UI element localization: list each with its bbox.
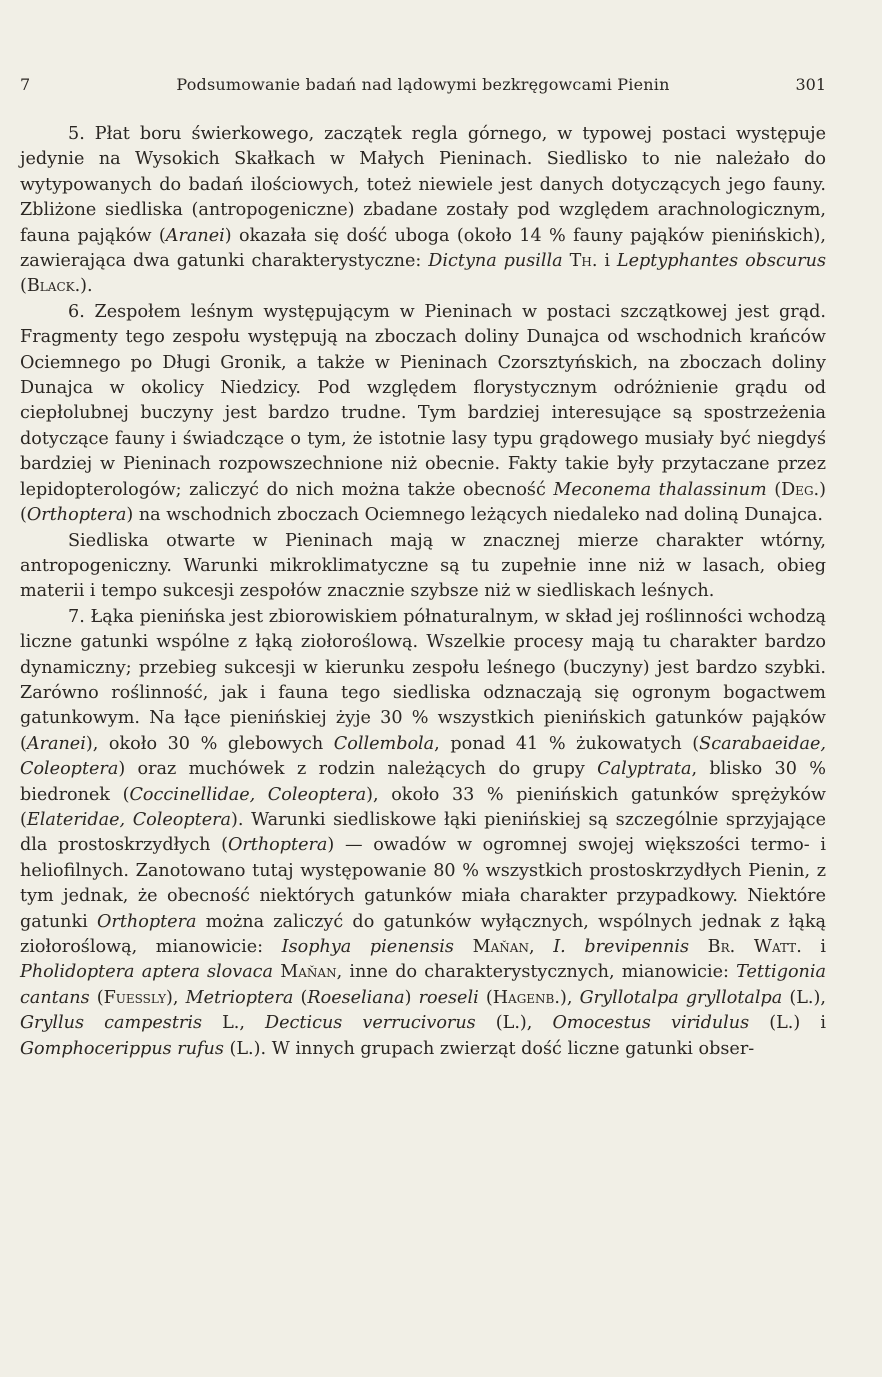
running-title: Podsumowanie badań nad lądowymi bezkręgowcami Pienin [176,75,670,94]
paragraph-pieniny-meadow: 7. Łąka pienińska jest zbiorowiskiem półnaturalnym, w skład jej roślinności wchodzą liczne gatunki wspólne z łąką ziołoroślową. Wszelkie procesy mają tu charakter bardzo dynamiczny; przebieg sukcesji w kierunku zespołu leśnego (buczyny) jest bardzo szybki. Zarówno roślinność, jak i fauna tego siedliska odznaczają się ogronym bogactwem gatunkowym. Na łące pienińskiej żyje 30 % wszystkich pienińskich gatunków pająków (Aranei), około 30 % glebowych Collembola, ponad 41 % żukowatych (Scarabaeidae, Coleoptera) oraz muchówek z rodzin należących do grupy Calyptrata, blisko 30 % biedronek (Coccinellidae, Coleoptera), około 33 % pienińskich gatunków sprężyków (Elateridae, Coleoptera). Warunki siedliskowe łąki pienińskiej są szczególnie sprzyjające dla prostoskrzydłych (Orthoptera) — owadów w ogromnej swojej większości termo- i heliofilnych. Zanotowano tutaj występowanie 80 % wszystkich prostoskrzydłych Pienin, z tym jednak, że obecność niektórych gatunków miała charakter przypadkowy. Niektóre gatunki Orthoptera można zaliczyć do gatunków wyłącznych, wspólnych jednak z łąką ziołoroślową, mianowicie: Isophya pienensis Maňan, I. brevipennis Br. Watt. i Pholidoptera aptera slovaca Maňan, inne do charakterystycznych, mianowicie: Tettigonia cantans (Fuessly), Metrioptera (Roeseliana) roeseli (Hagenb.), Gryllotalpa gryllotalpa (L.), Gryllus campestris L., Decticus verrucivorus (L.), Omocestus viridulus (L.) i Gomphocerippus rufus (L.). W innych grupach zwierząt dość liczne gatunki obser- [20,606,827,1059]
section-number: 7 [20,75,31,94]
paragraph-grad-forest: 6. Zespołem leśnym występującym w Pieninach w postaci szczątkowej jest grąd. Fragmenty tego zespołu występują na zboczach doliny Dunajca od wschodnich krańców Ociemnego po Długi Gronik, a także w Pieninach Czorsztyńskich, na zboczach doliny Dunajca w okolicy Niedzicy. Pod względem florystycznym odróżnienie grądu od ciepłolubnej buczyny jest bardzo trudne. Tym bardziej interesujące są spostrzeżenia dotyczące fauny i świadczące o tym, że istotnie lasy typu grądowego musiały być niegdyś bardziej w Pieninach rozpowszechnione niż obecnie. Fakty takie były przytaczane przez lepidopterologów; zaliczyć do nich można także obecność Meconema thalassinum (Deg.) (Orthoptera) na wschodnich zboczach Ociemnego leżących niedaleko nad doliną Dunajca. [20,301,826,526]
page-number: 301 [795,75,826,94]
body-text [20,122,826,1062]
paragraph-spruce-forest: 5. Płat boru świerkowego, zaczątek regla górnego, w typowej postaci występuje jedynie na Wysokich Skałkach w Małych Pieninach. Siedlisko to nie należało do wytypowanych do badań ilościowych, toteż niewiele jest danych dotyczących jego fauny. Zbliżone siedliska (antropogeniczne) zbadane zostały pod względem arachnologicznym, fauna pająków (Aranei) okazała się dość uboga (około 14 % fauny pająków pienińskich), zawierająca dwa gatunki charakterystyczne: Dictyna pusilla Th. i Leptyphantes obscurus (Black.). [20,124,826,297]
running-header [20,71,826,99]
paragraph-open-habitats: Siedliska otwarte w Pieninach mają w znacznej mierze charakter wtórny, antropogeniczny. Warunki mikroklimatyczne są tu zupełnie inne niż w lasach, obieg materii i tempo sukcesji zespołów znacznie szybsze niż w siedliskach leśnych. [20,530,826,602]
